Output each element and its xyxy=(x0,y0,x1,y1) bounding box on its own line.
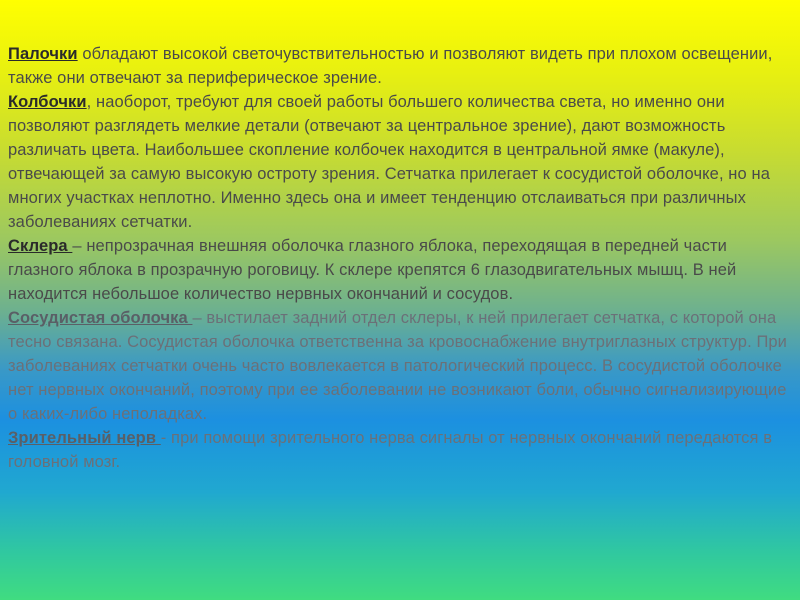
term-optic-nerve: Зрительный нерв xyxy=(8,429,161,447)
paragraph-sclera xyxy=(8,234,792,306)
term-rods: Палочки xyxy=(8,45,78,63)
paragraph-cones xyxy=(8,90,792,234)
slide-text-block xyxy=(8,42,792,474)
term-choroid: Сосудистая оболочка xyxy=(8,309,193,327)
paragraph-optic-nerve-text: - при помощи зрительного нерва сигналы от нервных окончаний передаются в головной мозг. xyxy=(8,429,773,471)
paragraph-cones-text: , наоборот, требуют для своей работы большего количества света, но именно они позволяют разглядеть мелкие детали (отвечают за центральное зрение), дают возможность различать цвета. Наибольшее скопление колбочек находится в центральной ямке (макуле), отвечающей за самую высокую остроту зрения. Сетчатка прилегает к сосудистой оболочке, но на многих участках неплотно. Именно здесь она и имеет тенденцию отслаиваться при различных заболеваниях сетчатки. xyxy=(8,93,770,231)
term-cones: Колбочки xyxy=(8,93,87,111)
term-sclera: Склера xyxy=(8,237,73,255)
paragraph-choroid xyxy=(8,306,792,426)
paragraph-sclera-text: – непрозрачная внешняя оболочка глазного яблока, переходящая в передней части глазного яблока в прозрачную роговицу. К склере крепятся 6 глазодвигательных мышц. В ней находится небольшое количество нервных окончаний и сосудов. xyxy=(8,237,737,303)
paragraph-rods xyxy=(8,42,792,90)
paragraph-choroid-text: – выстилает задний отдел склеры, к ней прилегает сетчатка, с которой она тесно связана. Сосудистая оболочка ответственна за кровоснабжение внутриглазных структур. При заболеваниях сетчатки очень часто вовлекается в патологический процесс. В сосудистой оболочке нет нервных окончаний, поэтому при ее заболевании не возникают боли, обычно сигнализирующие о каких-либо неполадках. xyxy=(8,309,787,423)
paragraph-optic-nerve xyxy=(8,426,792,474)
paragraph-rods-text: обладают высокой светочувствительностью и позволяют видеть при плохом освещении, также они отвечают за периферическое зрение. xyxy=(8,45,773,87)
